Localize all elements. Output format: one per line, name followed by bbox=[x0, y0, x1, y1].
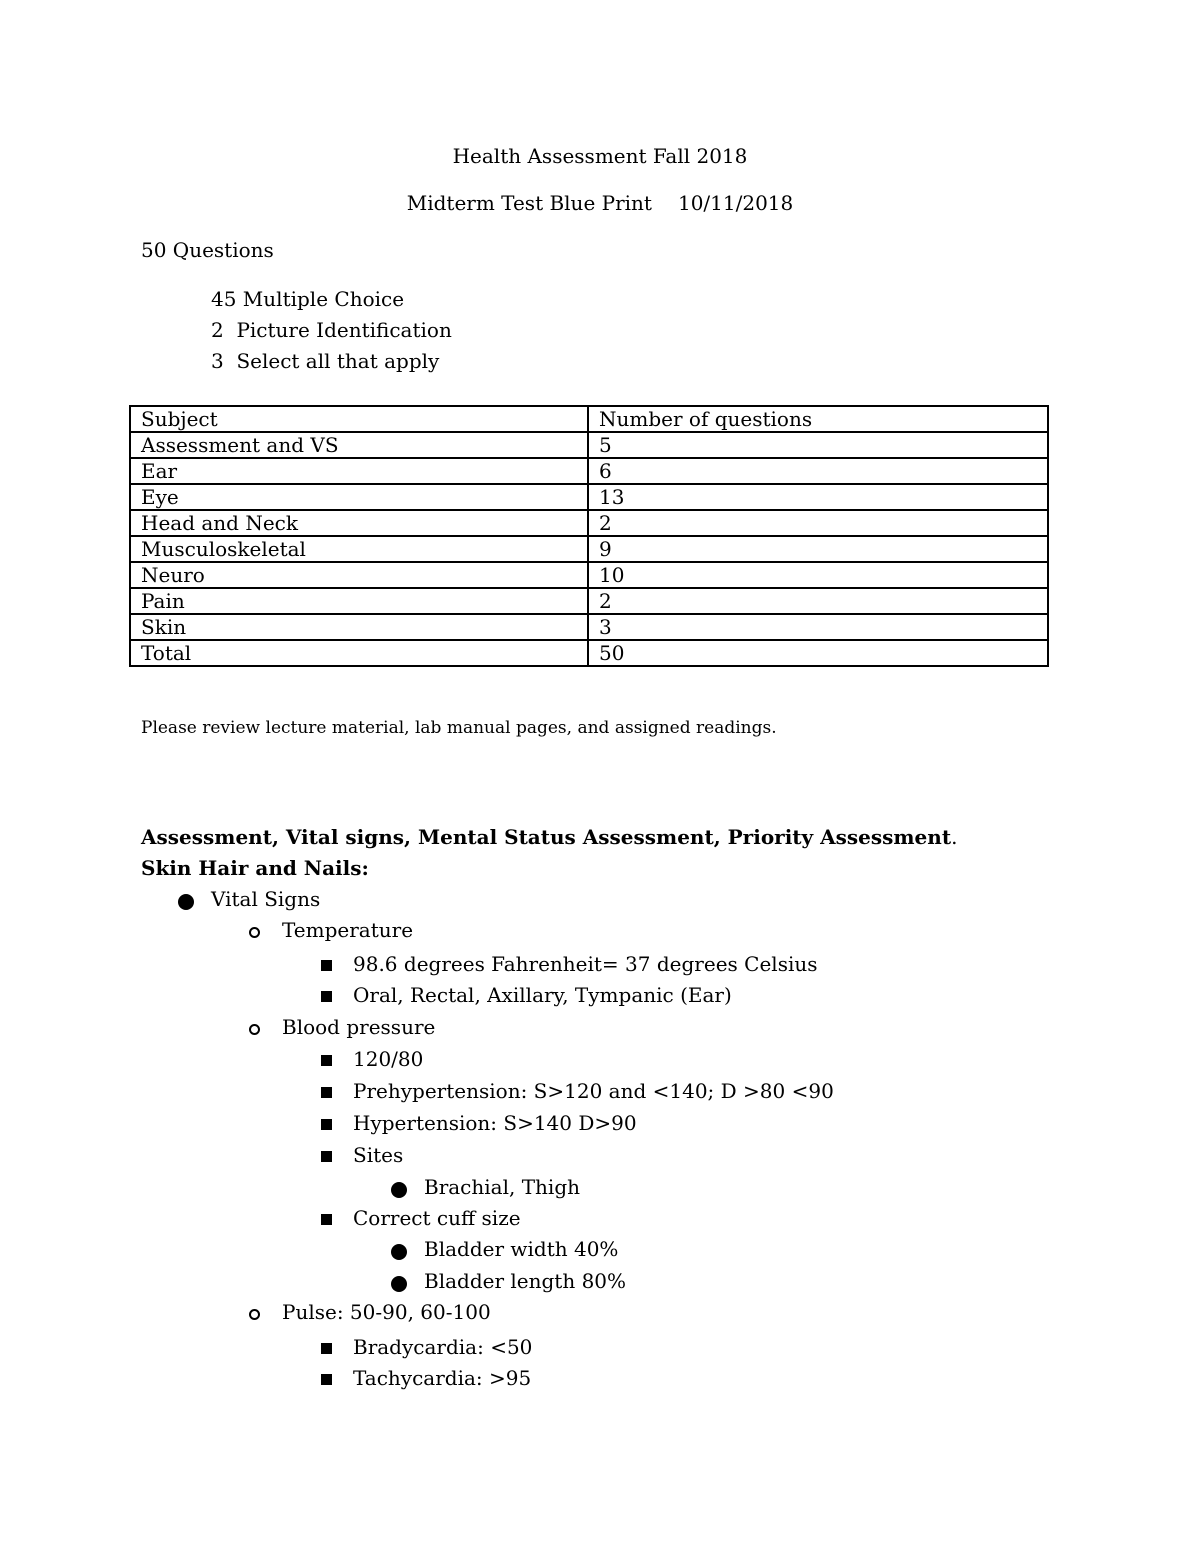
subject-cell: Total bbox=[130, 640, 588, 666]
document-subtitle bbox=[0, 191, 1200, 215]
blueprint-table bbox=[129, 405, 1049, 667]
count-cell: 3 bbox=[588, 614, 1048, 640]
outline-label: Brachial, Thigh bbox=[424, 1175, 580, 1199]
count-cell: 13 bbox=[588, 484, 1048, 510]
outline-item bbox=[353, 1079, 834, 1103]
outline-label: Oral, Rectal, Axillary, Tympanic (Ear) bbox=[353, 983, 732, 1007]
section-heading bbox=[141, 825, 957, 849]
outline-label: Correct cuff size bbox=[353, 1206, 521, 1230]
outline-item bbox=[353, 1206, 521, 1230]
review-note: Please review lecture material, lab manual pages, and assigned readings. bbox=[141, 718, 777, 738]
outline-label: Pulse: 50-90, 60-100 bbox=[282, 1300, 491, 1324]
outline-item bbox=[353, 1143, 403, 1167]
table-total-row bbox=[130, 640, 1048, 666]
breakdown-item: 3 Select all that apply bbox=[211, 349, 440, 373]
bullet-square-icon bbox=[321, 1087, 332, 1098]
outline-label: Prehypertension: S>120 and <140; D >80 <90 bbox=[353, 1079, 834, 1103]
table-row bbox=[130, 614, 1048, 640]
outline-label: Tachycardia: >95 bbox=[353, 1366, 532, 1390]
section-heading-period: . bbox=[951, 825, 958, 849]
section-heading-text: Assessment, Vital signs, Mental Status Assessment, Priority Assessment bbox=[141, 825, 952, 849]
outline-item-vital-signs bbox=[211, 887, 320, 911]
outline-label: Temperature bbox=[282, 918, 414, 942]
outline-label: 98.6 degrees Fahrenheit= 37 degrees Celsius bbox=[353, 952, 818, 976]
outline-label: Hypertension: S>140 D>90 bbox=[353, 1111, 637, 1135]
outline-label: Vital Signs bbox=[211, 887, 321, 911]
bullet-square-icon bbox=[321, 1374, 332, 1385]
bullet-square-icon bbox=[321, 1343, 332, 1354]
outline-item-blood-pressure bbox=[282, 1015, 435, 1039]
bullet-circle-icon bbox=[249, 927, 260, 938]
subject-cell: Head and Neck bbox=[130, 510, 588, 536]
count-cell: 5 bbox=[588, 432, 1048, 458]
subject-cell: Ear bbox=[130, 458, 588, 484]
bullet-square-icon bbox=[321, 1151, 332, 1162]
questions-total: 50 Questions bbox=[141, 238, 274, 262]
subject-cell: Assessment and VS bbox=[130, 432, 588, 458]
bullet-square-icon bbox=[321, 1055, 332, 1066]
subject-cell: Musculoskeletal bbox=[130, 536, 588, 562]
breakdown-item: 2 Picture Identification bbox=[211, 318, 452, 342]
table-header-row bbox=[130, 406, 1048, 432]
subject-cell: Neuro bbox=[130, 562, 588, 588]
outline-item-pulse bbox=[282, 1300, 491, 1324]
count-cell: 6 bbox=[588, 458, 1048, 484]
bullet-square-icon bbox=[321, 960, 332, 971]
bullet-square-icon bbox=[321, 991, 332, 1002]
outline-item bbox=[353, 1335, 532, 1359]
subtitle-date: 10/11/2018 bbox=[677, 191, 794, 215]
bullet-square-icon bbox=[321, 1119, 332, 1130]
bullet-disc-icon bbox=[391, 1244, 407, 1260]
count-cell: 50 bbox=[588, 640, 1048, 666]
subject-cell: Eye bbox=[130, 484, 588, 510]
table-row bbox=[130, 458, 1048, 484]
bullet-circle-icon bbox=[249, 1024, 260, 1035]
outline-item bbox=[353, 952, 818, 976]
count-cell: 2 bbox=[588, 510, 1048, 536]
questions-breakdown bbox=[211, 284, 452, 377]
subject-cell: Skin bbox=[130, 614, 588, 640]
subtitle-text: Midterm Test Blue Print bbox=[406, 191, 652, 215]
outline-label: Blood pressure bbox=[282, 1015, 436, 1039]
outline-label: Bladder length 80% bbox=[424, 1269, 627, 1293]
bullet-circle-icon bbox=[249, 1309, 260, 1320]
section-subheading: Skin Hair and Nails: bbox=[141, 856, 369, 880]
bullet-disc-icon bbox=[391, 1182, 407, 1198]
outline-item bbox=[353, 1047, 423, 1071]
outline-item-temperature bbox=[282, 918, 413, 942]
count-cell: 2 bbox=[588, 588, 1048, 614]
outline-label: Bradycardia: <50 bbox=[353, 1335, 533, 1359]
header-number: Number of questions bbox=[588, 406, 1048, 432]
count-cell: 10 bbox=[588, 562, 1048, 588]
bullet-disc-icon bbox=[178, 894, 194, 910]
outline-item bbox=[353, 1111, 637, 1135]
outline-item bbox=[353, 983, 732, 1007]
table-row bbox=[130, 562, 1048, 588]
document-title: Health Assessment Fall 2018 bbox=[452, 144, 748, 168]
outline-item bbox=[424, 1175, 580, 1199]
subject-cell: Pain bbox=[130, 588, 588, 614]
table-row bbox=[130, 536, 1048, 562]
table-row bbox=[130, 484, 1048, 510]
bullet-disc-icon bbox=[391, 1276, 407, 1292]
outline-item bbox=[353, 1366, 531, 1390]
table-row bbox=[130, 588, 1048, 614]
outline-item bbox=[424, 1237, 618, 1261]
table-row bbox=[130, 432, 1048, 458]
bullet-square-icon bbox=[321, 1214, 332, 1225]
count-cell: 9 bbox=[588, 536, 1048, 562]
outline-label: Sites bbox=[353, 1143, 404, 1167]
table-row bbox=[130, 510, 1048, 536]
outline-label: 120/80 bbox=[353, 1047, 424, 1071]
header-subject: Subject bbox=[130, 406, 588, 432]
outline-item bbox=[424, 1269, 626, 1293]
outline-label: Bladder width 40% bbox=[424, 1237, 619, 1261]
breakdown-item: 45 Multiple Choice bbox=[211, 287, 405, 311]
